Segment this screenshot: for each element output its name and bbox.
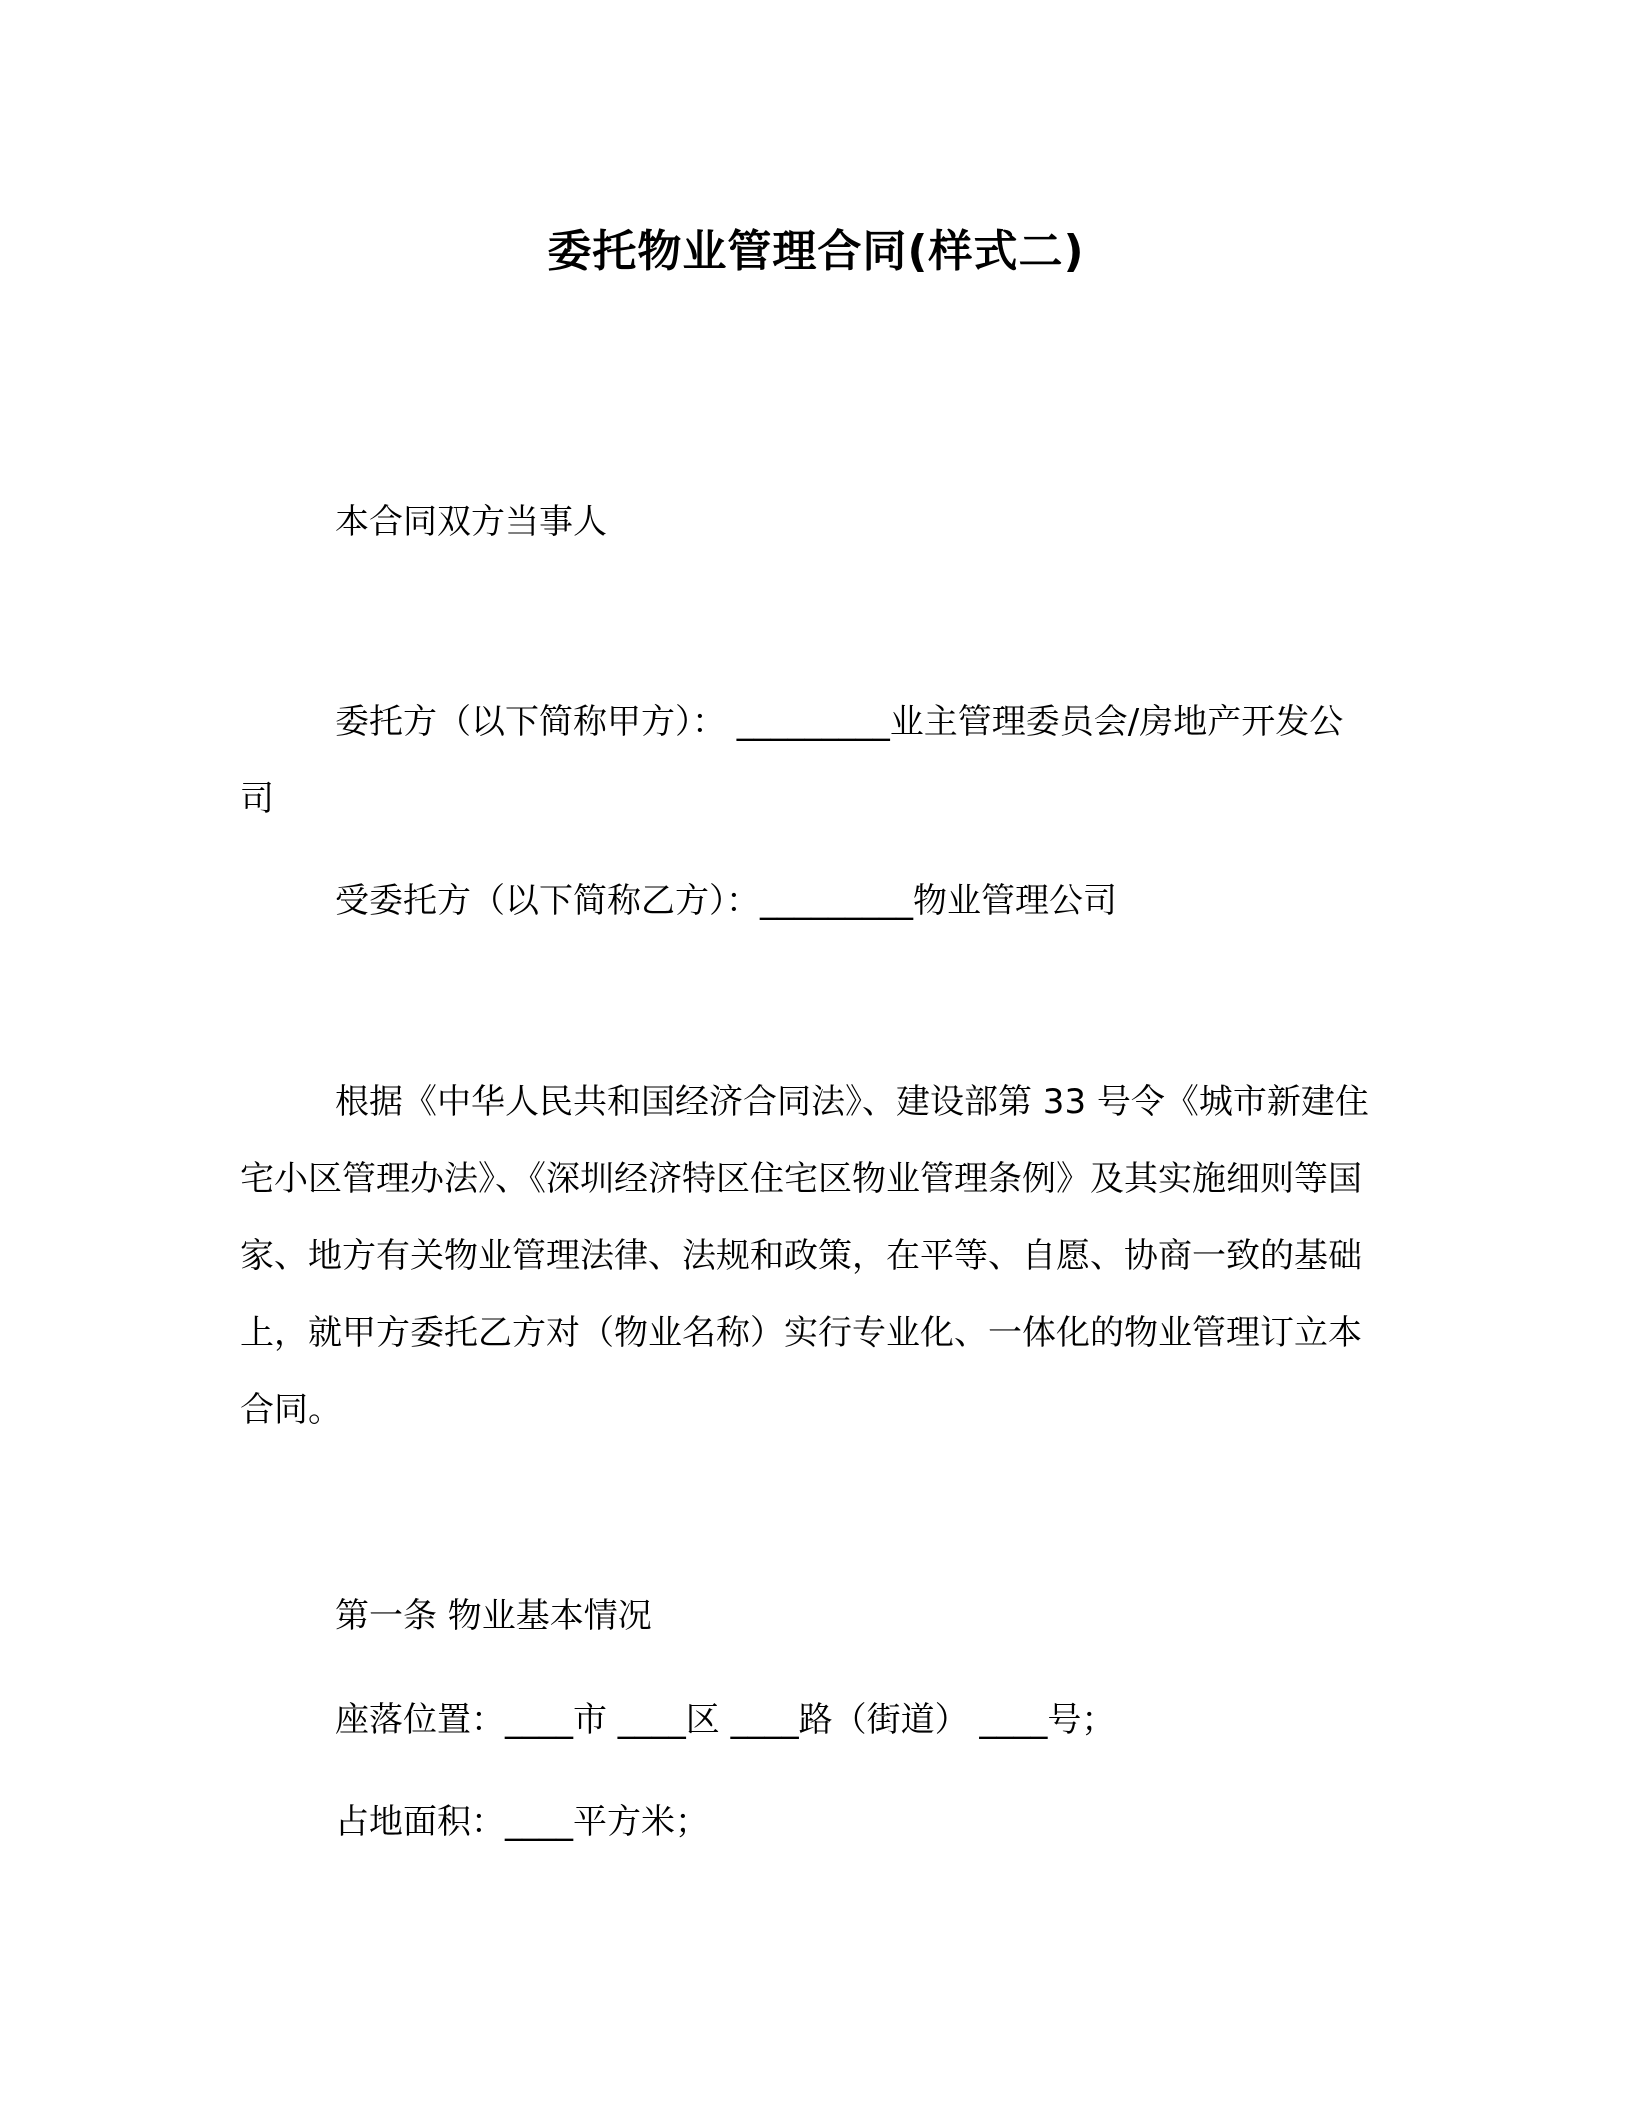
parties-heading: 本合同双方当事人 bbox=[335, 502, 607, 542]
document-title: 委托物业管理合同(样式二) bbox=[547, 226, 1085, 277]
location-line: 座落位置：____市 ____区 ____路（街道） ____号； bbox=[335, 1700, 1116, 1740]
preamble-paragraph: 根据《中华人民共和国经济合同法》、建设部第 33 号令《城市新建住宅小区管理办法》、《深圳经济特区住宅区物业管理条例》及其实施细则等国家、地方有关物业管理法律、法规和政策，在平等、自愿、协商一致的基础上，就甲方委托乙方对（物业名称）实行专业化、一体化的物业管理订立本合同。 bbox=[240, 1082, 1369, 1430]
party-b-line: 受委托方（以下简称乙方）：_________物业管理公司 bbox=[335, 881, 1117, 921]
area-line: 占地面积：____平方米； bbox=[335, 1802, 709, 1842]
article-1-heading: 第一条 物业基本情况 bbox=[335, 1596, 652, 1636]
party-a-line: 委托方（以下简称甲方）： _________业主管理委员会/房地产开发公司 bbox=[240, 702, 1344, 819]
